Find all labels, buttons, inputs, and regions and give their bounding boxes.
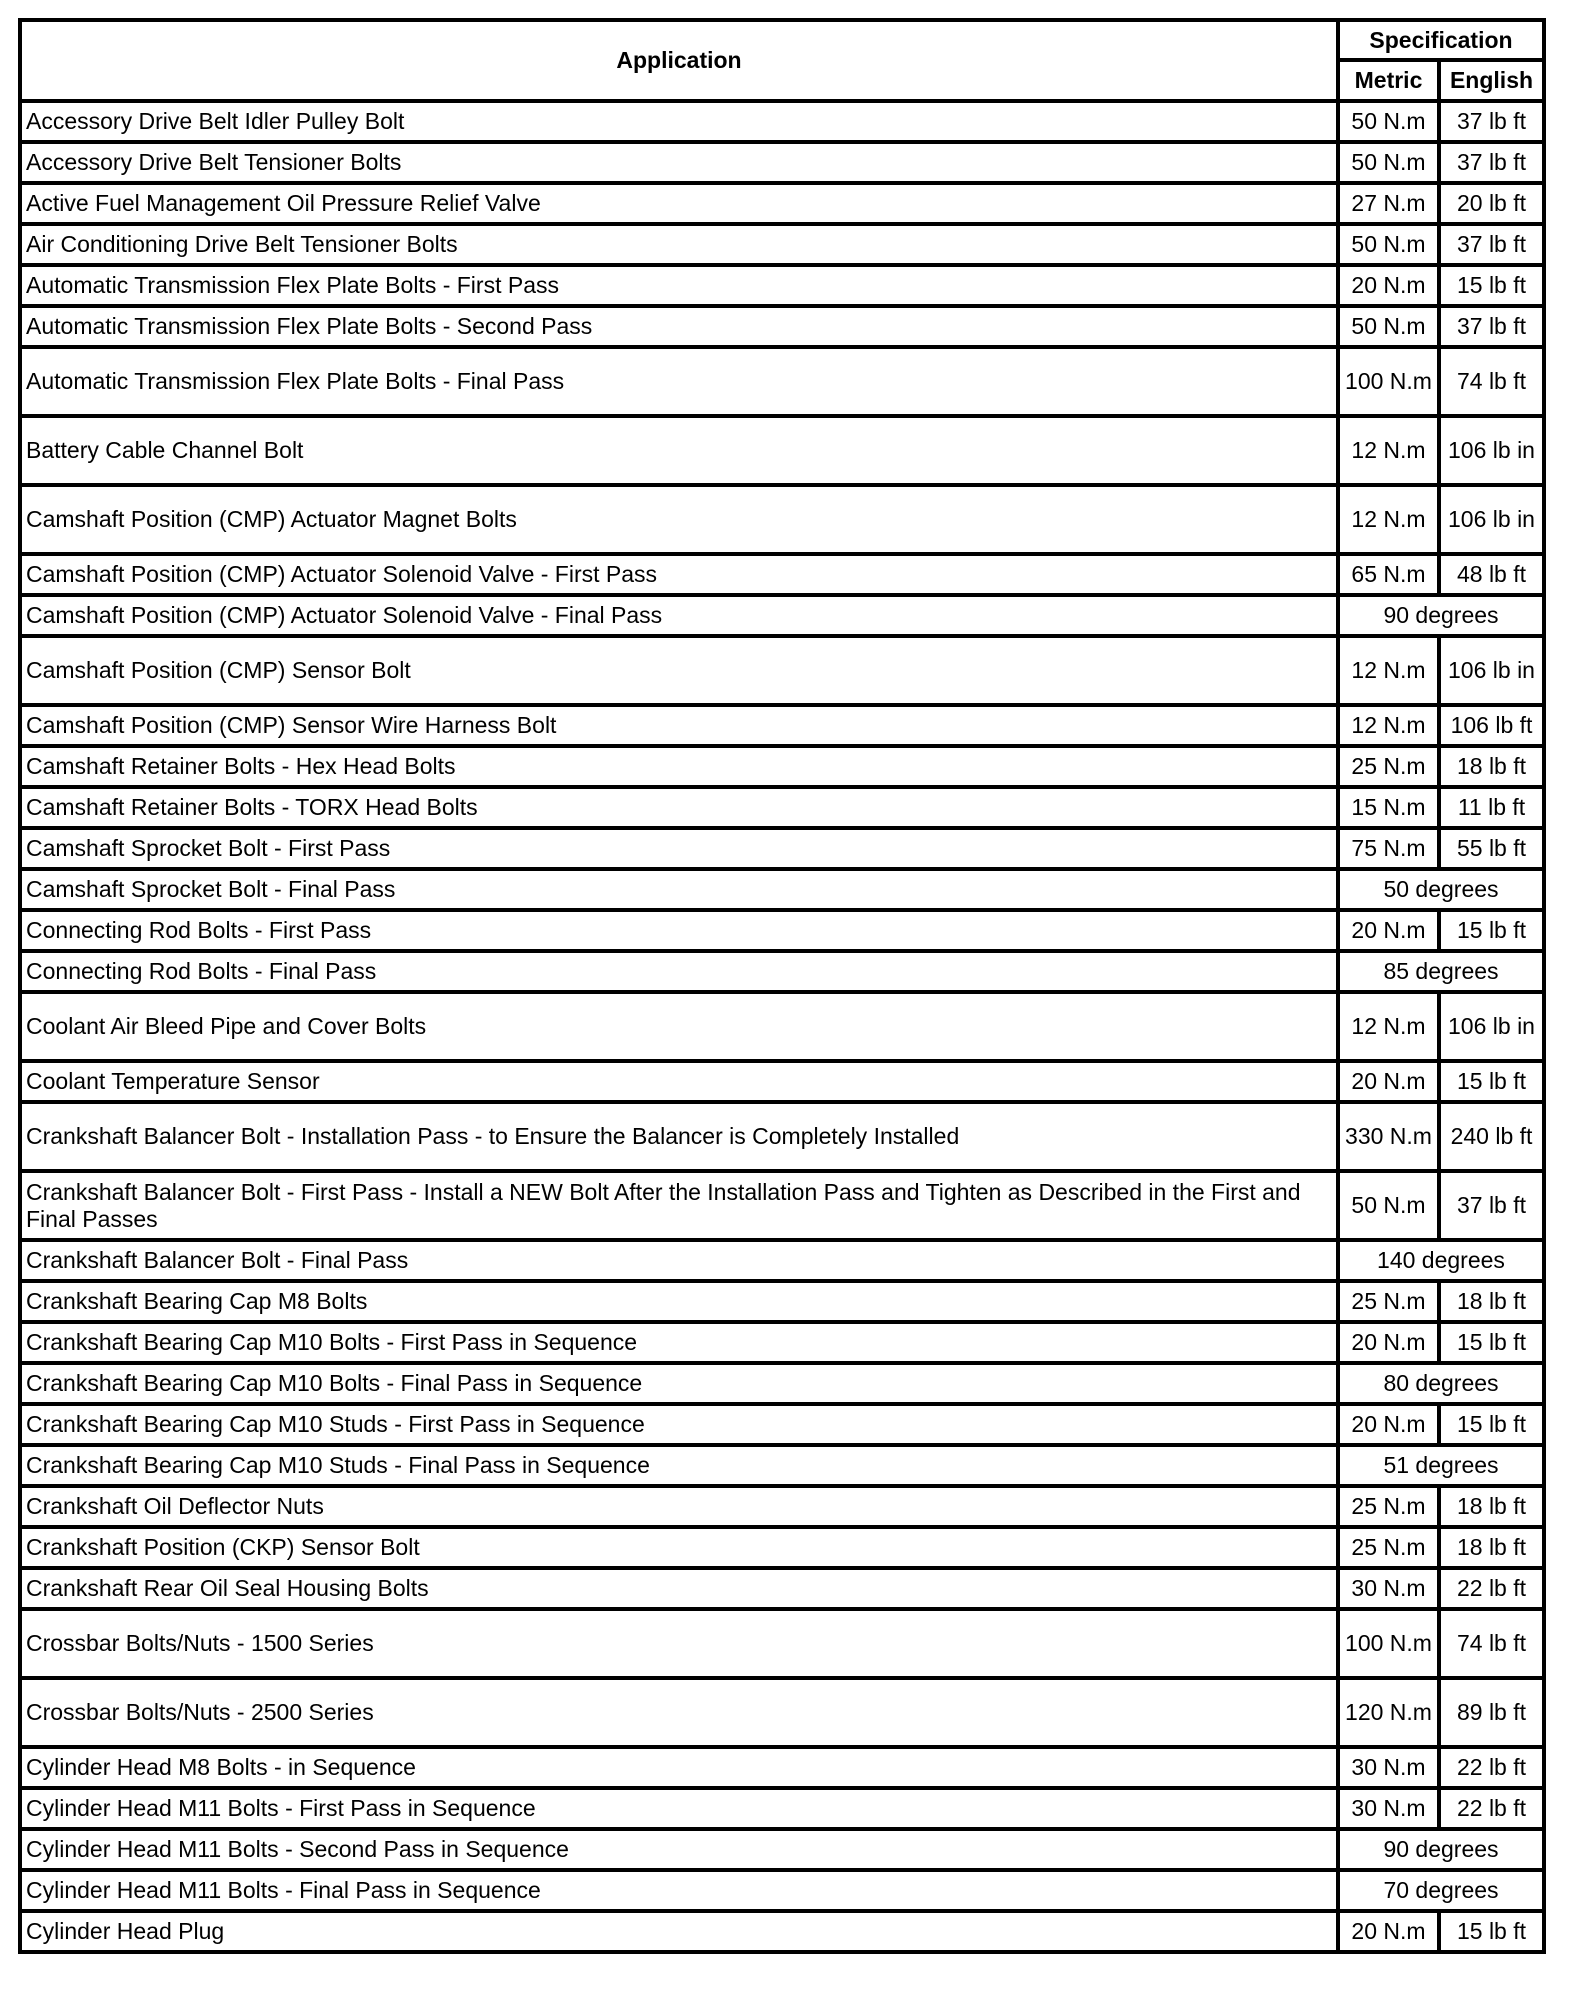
table-row: [20, 1102, 1544, 1171]
english-cell: 37 lb ft: [1439, 224, 1544, 265]
english-cell: 89 lb ft: [1439, 1678, 1544, 1747]
application-cell: Coolant Air Bleed Pipe and Cover Bolts: [20, 992, 1338, 1061]
metric-cell: 50 N.m: [1338, 306, 1439, 347]
angle-spec-cell: 70 degrees: [1338, 1870, 1544, 1911]
english-cell: 15 lb ft: [1439, 1911, 1544, 1952]
application-cell: Camshaft Position (CMP) Actuator Solenoid Valve - Final Pass: [20, 595, 1338, 636]
application-cell: Cylinder Head M8 Bolts - in Sequence: [20, 1747, 1338, 1788]
table-row: [20, 992, 1544, 1061]
application-cell: Crossbar Bolts/Nuts - 2500 Series: [20, 1678, 1338, 1747]
angle-spec-cell: 80 degrees: [1338, 1363, 1544, 1404]
metric-header: Metric: [1338, 60, 1439, 101]
application-cell: Automatic Transmission Flex Plate Bolts - Final Pass: [20, 347, 1338, 416]
english-cell: 20 lb ft: [1439, 183, 1544, 224]
metric-cell: 20 N.m: [1338, 910, 1439, 951]
angle-spec-cell: 85 degrees: [1338, 951, 1544, 992]
application-cell: Crankshaft Bearing Cap M10 Studs - First Pass in Sequence: [20, 1404, 1338, 1445]
table-row: [20, 1404, 1544, 1445]
table-row: [20, 910, 1544, 951]
application-header: Application: [20, 20, 1338, 101]
angle-spec-cell: 50 degrees: [1338, 869, 1544, 910]
table-row: [20, 828, 1544, 869]
table-row: [20, 1678, 1544, 1747]
application-cell: Camshaft Position (CMP) Sensor Wire Harness Bolt: [20, 705, 1338, 746]
metric-cell: 20 N.m: [1338, 1322, 1439, 1363]
metric-cell: 15 N.m: [1338, 787, 1439, 828]
metric-cell: 100 N.m: [1338, 347, 1439, 416]
application-cell: Crankshaft Bearing Cap M10 Studs - Final Pass in Sequence: [20, 1445, 1338, 1486]
table-row: [20, 595, 1544, 636]
metric-cell: 50 N.m: [1338, 142, 1439, 183]
table-row: [20, 951, 1544, 992]
application-cell: Crankshaft Position (CKP) Sensor Bolt: [20, 1527, 1338, 1568]
metric-cell: 50 N.m: [1338, 1171, 1439, 1240]
english-cell: 106 lb in: [1439, 636, 1544, 705]
table-row: [20, 224, 1544, 265]
english-cell: 15 lb ft: [1439, 265, 1544, 306]
table-row: [20, 1363, 1544, 1404]
table-row: [20, 485, 1544, 554]
application-cell: Crankshaft Bearing Cap M10 Bolts - First Pass in Sequence: [20, 1322, 1338, 1363]
application-cell: Connecting Rod Bolts - Final Pass: [20, 951, 1338, 992]
application-cell: Cylinder Head M11 Bolts - Second Pass in Sequence: [20, 1829, 1338, 1870]
application-cell: Camshaft Retainer Bolts - TORX Head Bolts: [20, 787, 1338, 828]
metric-cell: 65 N.m: [1338, 554, 1439, 595]
application-cell: Crankshaft Bearing Cap M8 Bolts: [20, 1281, 1338, 1322]
spec-table-body: [20, 101, 1544, 1952]
application-cell: Coolant Temperature Sensor: [20, 1061, 1338, 1102]
table-row: [20, 1870, 1544, 1911]
english-cell: 15 lb ft: [1439, 1404, 1544, 1445]
application-cell: Camshaft Position (CMP) Sensor Bolt: [20, 636, 1338, 705]
metric-cell: 50 N.m: [1338, 101, 1439, 142]
metric-cell: 30 N.m: [1338, 1568, 1439, 1609]
english-cell: 37 lb ft: [1439, 142, 1544, 183]
english-cell: 106 lb ft: [1439, 705, 1544, 746]
application-cell: Accessory Drive Belt Tensioner Bolts: [20, 142, 1338, 183]
english-cell: 15 lb ft: [1439, 910, 1544, 951]
angle-spec-cell: 90 degrees: [1338, 595, 1544, 636]
application-cell: Camshaft Sprocket Bolt - Final Pass: [20, 869, 1338, 910]
table-row: [20, 1788, 1544, 1829]
english-cell: 22 lb ft: [1439, 1747, 1544, 1788]
application-cell: Crossbar Bolts/Nuts - 1500 Series: [20, 1609, 1338, 1678]
metric-cell: 12 N.m: [1338, 485, 1439, 554]
application-cell: Automatic Transmission Flex Plate Bolts - First Pass: [20, 265, 1338, 306]
application-cell: Camshaft Retainer Bolts - Hex Head Bolts: [20, 746, 1338, 787]
application-cell: Cylinder Head M11 Bolts - First Pass in Sequence: [20, 1788, 1338, 1829]
english-cell: 74 lb ft: [1439, 1609, 1544, 1678]
angle-spec-cell: 51 degrees: [1338, 1445, 1544, 1486]
english-cell: 11 lb ft: [1439, 787, 1544, 828]
metric-cell: 75 N.m: [1338, 828, 1439, 869]
metric-cell: 25 N.m: [1338, 1527, 1439, 1568]
english-cell: 22 lb ft: [1439, 1788, 1544, 1829]
application-cell: Camshaft Position (CMP) Actuator Solenoid Valve - First Pass: [20, 554, 1338, 595]
table-row: [20, 306, 1544, 347]
table-row: [20, 1171, 1544, 1240]
english-cell: 22 lb ft: [1439, 1568, 1544, 1609]
application-cell: Active Fuel Management Oil Pressure Relief Valve: [20, 183, 1338, 224]
table-row: [20, 101, 1544, 142]
application-cell: Crankshaft Oil Deflector Nuts: [20, 1486, 1338, 1527]
english-cell: 18 lb ft: [1439, 1486, 1544, 1527]
table-row: [20, 787, 1544, 828]
table-row: [20, 746, 1544, 787]
angle-spec-cell: 90 degrees: [1338, 1829, 1544, 1870]
english-cell: 18 lb ft: [1439, 746, 1544, 787]
metric-cell: 30 N.m: [1338, 1747, 1439, 1788]
table-row: [20, 142, 1544, 183]
application-cell: Automatic Transmission Flex Plate Bolts - Second Pass: [20, 306, 1338, 347]
english-cell: 106 lb in: [1439, 485, 1544, 554]
table-row: [20, 1911, 1544, 1952]
table-row: [20, 1568, 1544, 1609]
english-header: English: [1439, 60, 1544, 101]
metric-cell: 25 N.m: [1338, 1486, 1439, 1527]
metric-cell: 330 N.m: [1338, 1102, 1439, 1171]
english-cell: 55 lb ft: [1439, 828, 1544, 869]
header-row-1: [20, 20, 1544, 60]
english-cell: 37 lb ft: [1439, 1171, 1544, 1240]
english-cell: 106 lb in: [1439, 416, 1544, 485]
english-cell: 18 lb ft: [1439, 1527, 1544, 1568]
metric-cell: 12 N.m: [1338, 705, 1439, 746]
metric-cell: 20 N.m: [1338, 1911, 1439, 1952]
application-cell: Camshaft Position (CMP) Actuator Magnet Bolts: [20, 485, 1338, 554]
table-row: [20, 1609, 1544, 1678]
metric-cell: 25 N.m: [1338, 1281, 1439, 1322]
specification-header: Specification: [1338, 20, 1544, 60]
english-cell: 240 lb ft: [1439, 1102, 1544, 1171]
metric-cell: 20 N.m: [1338, 265, 1439, 306]
table-row: [20, 1486, 1544, 1527]
torque-spec-table: [18, 18, 1546, 1954]
metric-cell: 12 N.m: [1338, 416, 1439, 485]
application-cell: Crankshaft Balancer Bolt - Final Pass: [20, 1240, 1338, 1281]
table-row: [20, 265, 1544, 306]
english-cell: 37 lb ft: [1439, 101, 1544, 142]
metric-cell: 50 N.m: [1338, 224, 1439, 265]
english-cell: 18 lb ft: [1439, 1281, 1544, 1322]
metric-cell: 25 N.m: [1338, 746, 1439, 787]
english-cell: 106 lb in: [1439, 992, 1544, 1061]
table-row: [20, 636, 1544, 705]
table-row: [20, 869, 1544, 910]
application-cell: Connecting Rod Bolts - First Pass: [20, 910, 1338, 951]
english-cell: 15 lb ft: [1439, 1322, 1544, 1363]
table-row: [20, 1829, 1544, 1870]
metric-cell: 12 N.m: [1338, 992, 1439, 1061]
table-row: [20, 183, 1544, 224]
application-cell: Cylinder Head M11 Bolts - Final Pass in Sequence: [20, 1870, 1338, 1911]
metric-cell: 120 N.m: [1338, 1678, 1439, 1747]
table-row: [20, 1747, 1544, 1788]
english-cell: 48 lb ft: [1439, 554, 1544, 595]
metric-cell: 30 N.m: [1338, 1788, 1439, 1829]
metric-cell: 20 N.m: [1338, 1061, 1439, 1102]
angle-spec-cell: 140 degrees: [1338, 1240, 1544, 1281]
table-row: [20, 1527, 1544, 1568]
table-row: [20, 1061, 1544, 1102]
table-row: [20, 347, 1544, 416]
table-row: [20, 1281, 1544, 1322]
application-cell: Camshaft Sprocket Bolt - First Pass: [20, 828, 1338, 869]
metric-cell: 100 N.m: [1338, 1609, 1439, 1678]
application-cell: Cylinder Head Plug: [20, 1911, 1338, 1952]
english-cell: 74 lb ft: [1439, 347, 1544, 416]
application-cell: Crankshaft Balancer Bolt - Installation Pass - to Ensure the Balancer is Completely Installed: [20, 1102, 1338, 1171]
table-row: [20, 1322, 1544, 1363]
metric-cell: 20 N.m: [1338, 1404, 1439, 1445]
table-row: [20, 554, 1544, 595]
metric-cell: 12 N.m: [1338, 636, 1439, 705]
english-cell: 37 lb ft: [1439, 306, 1544, 347]
application-cell: Air Conditioning Drive Belt Tensioner Bolts: [20, 224, 1338, 265]
application-cell: Battery Cable Channel Bolt: [20, 416, 1338, 485]
table-row: [20, 1240, 1544, 1281]
table-row: [20, 416, 1544, 485]
english-cell: 15 lb ft: [1439, 1061, 1544, 1102]
application-cell: Crankshaft Rear Oil Seal Housing Bolts: [20, 1568, 1338, 1609]
application-cell: Crankshaft Bearing Cap M10 Bolts - Final Pass in Sequence: [20, 1363, 1338, 1404]
table-row: [20, 705, 1544, 746]
application-cell: Crankshaft Balancer Bolt - First Pass - Install a NEW Bolt After the Installation Pass and Tighten as Described in the First and Final Passes: [20, 1171, 1338, 1240]
application-cell: Accessory Drive Belt Idler Pulley Bolt: [20, 101, 1338, 142]
table-row: [20, 1445, 1544, 1486]
metric-cell: 27 N.m: [1338, 183, 1439, 224]
